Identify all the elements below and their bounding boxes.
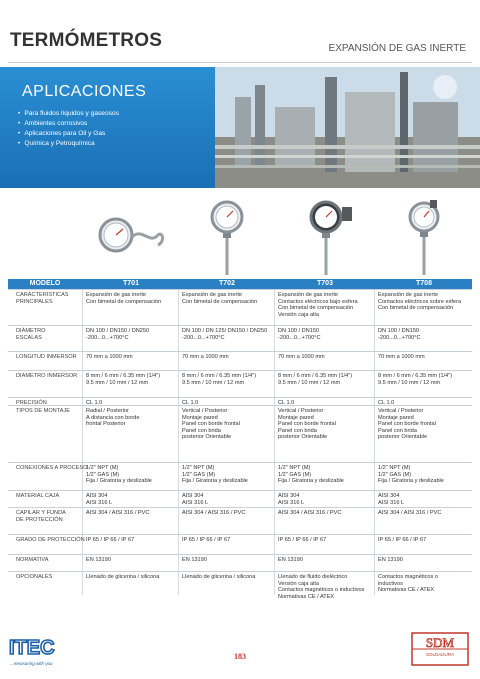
spec-cell-t708: EN 13190 xyxy=(378,557,403,563)
applications-panel xyxy=(0,67,215,188)
spec-cell-t708: Vertical / Posterior Montaje pared Panel con borde frontal Panel con brida posterior Orientable xyxy=(378,408,436,441)
spec-cell-t703: CL 1.0 xyxy=(278,400,295,406)
spec-cell-t703: Expansión de gas inerte Contactos eléctricos bajo esfera Con bimetal de compensación Versión caja alta xyxy=(278,292,358,318)
spec-cell-t701: AISI 304 AISI 316 L xyxy=(86,493,113,506)
thermometer-t702-image xyxy=(205,197,250,277)
column-header-t701: T701 xyxy=(123,280,139,287)
spec-table-row xyxy=(8,534,472,554)
spec-cell-t701: AISI 304 / AISI 316 / PVC xyxy=(86,510,150,516)
page-title: TERMÓMETROS xyxy=(10,30,163,51)
spec-cell-t702: IP 65 / IP 66 / IP 67 xyxy=(182,537,231,543)
spec-cell-t703: AISI 304 AISI 316 L xyxy=(278,493,305,506)
product-images xyxy=(0,197,480,279)
spec-cell-t702: Llenado de glicerina / silicona xyxy=(182,574,256,580)
itec-tagline: ...measuring with you xyxy=(10,661,53,666)
spec-cell-t701: IP 65 / IP 66 / IP 67 xyxy=(86,537,135,543)
thermometer-t708-image xyxy=(400,197,450,277)
spec-cell-t708: 8 mm / 6 mm / 6.35 mm (1/4") 9.5 mm / 10 mm / 12 mm xyxy=(378,373,453,386)
spec-cell-t702: 70 mm a 1000 mm xyxy=(182,354,229,360)
applications-item: • Para fluidos líquidos y gaseosos xyxy=(18,109,119,119)
column-header-t703: T703 xyxy=(317,280,333,287)
applications-title: APLICACIONES xyxy=(22,83,147,100)
column-header-t702: T702 xyxy=(219,280,235,287)
refinery-photo xyxy=(215,67,480,188)
spec-cell-t703: AISI 304 / AISI 316 / PVC xyxy=(278,510,342,516)
spec-cell-t708: CL 1.0 xyxy=(378,400,395,406)
spec-cell-t702: 8 mm / 6 mm / 6.35 mm (1/4") 9.5 mm / 10 mm / 12 mm xyxy=(182,373,257,386)
spec-row-label: MATERIAL CAJA xyxy=(16,493,60,499)
spec-table-row xyxy=(8,554,472,571)
spec-row-label: DIAMETRO INMERSOR xyxy=(16,373,78,379)
thermometer-t703-image xyxy=(300,197,360,277)
spec-table-row xyxy=(8,351,472,370)
sdm-logo-subtext: SOLDADURA xyxy=(425,652,455,657)
spec-cell-t708: AISI 304 / AISI 316 / PVC xyxy=(378,510,442,516)
itec-logo-text: ITEC xyxy=(9,637,55,659)
spec-cell-t708: Expansión de gas inerte Contactos eléctricos sobre esfera Con bimetal de compensación xyxy=(378,292,462,312)
spec-cell-t703: Llenado de fluido dieléctrico Versión caja alta Contactos magnéticos o inductivos Normativas CE / ATEX xyxy=(278,574,365,600)
table-header-row xyxy=(8,279,472,289)
spec-table-row xyxy=(8,405,472,462)
spec-cell-t702: 1/2" NPT (M) 1/2" GAS (M) Fija / Giratoria y deslizable xyxy=(182,465,248,485)
spec-table-row xyxy=(8,507,472,534)
spec-table-row xyxy=(8,289,472,325)
spec-cell-t703: 1/2" NPT (M) 1/2" GAS (M) Fija / Giratoria y deslizable xyxy=(278,465,344,485)
spec-row-label: PRECISIÓN xyxy=(16,400,47,406)
spec-table-row xyxy=(8,490,472,507)
spec-cell-t702: AISI 304 / AISI 316 / PVC xyxy=(182,510,246,516)
spec-cell-t708: IP 65 / IP 66 / IP 67 xyxy=(378,537,427,543)
spec-cell-t701: EN 13190 xyxy=(86,557,111,563)
applications-list xyxy=(18,109,119,149)
spec-cell-t702: Vertical / Posterior Montaje pared Panel con borde frontal Panel con brida posterior Orientable xyxy=(182,408,240,441)
spec-cell-t702: Expansión de gas inerte Con bimetal de compensación xyxy=(182,292,258,305)
spec-cell-t702: EN 13190 xyxy=(182,557,207,563)
spec-cell-t702: AISI 304 AISI 316 L xyxy=(182,493,209,506)
spec-row-label: NORMATIVA xyxy=(16,557,49,563)
spec-row-label: GRADO DE PROTECCIÓN xyxy=(16,537,85,543)
spec-table-row xyxy=(8,397,472,405)
applications-banner xyxy=(0,67,480,188)
spec-cell-t708: 70 mm a 1000 mm xyxy=(378,354,425,360)
spec-table-row xyxy=(8,325,472,351)
spec-row-label: OPCIONALES xyxy=(16,574,53,580)
spec-cell-t701: 70 mm a 1000 mm xyxy=(86,354,133,360)
spec-row-label: CAPILAR Y FUNDA DE PROTECCIÓN xyxy=(16,510,66,523)
spec-cell-t701: DN 100 / DN150 / DN250 -200...0...+700°C xyxy=(86,328,150,341)
spec-cell-t703: Vertical / Posterior Montaje pared Panel con borde frontal Panel con brida posterior Orientable xyxy=(278,408,336,441)
spec-row-label: CONEXIONES A PROCESO xyxy=(16,465,88,471)
page-number: 183 xyxy=(234,652,246,661)
spec-cell-t708: DN 100 / DN150 -200...0...+700°C xyxy=(378,328,421,341)
applications-item: • Química y Petroquímica xyxy=(18,139,119,149)
spec-cell-t703: IP 65 / IP 66 / IP 67 xyxy=(278,537,327,543)
spec-cell-t708: Contactos magnéticos o inductivos Normativas CE / ATEX xyxy=(378,574,439,594)
spec-cell-t703: 70 mm a 1000 mm xyxy=(278,354,325,360)
column-header-t708: T708 xyxy=(416,280,432,287)
spec-cell-t701: Radial / Posterior A distancia con borde frontal Posterior xyxy=(86,408,140,428)
spec-table-row xyxy=(8,571,472,600)
sdm-logo xyxy=(410,631,470,667)
spec-cell-t708: AISI 304 AISI 316 L xyxy=(378,493,405,506)
spec-cell-t701: Expansión de gas inerte Con bimetal de compensación xyxy=(86,292,162,305)
spec-row-label: LONGITUD INMERSOR xyxy=(16,354,77,360)
spec-cell-t708: 1/2" NPT (M) 1/2" GAS (M) Fija / Giratoria y deslizable xyxy=(378,465,444,485)
spec-cell-t701: Llenado de glicerina / silicona xyxy=(86,574,160,580)
applications-item: • Aplicaciones para Oil y Gas xyxy=(18,129,119,139)
spec-cell-t701: 8 mm / 6 mm / 6.35 mm (1/4") 9.5 mm / 10 mm / 12 mm xyxy=(86,373,161,386)
title-divider xyxy=(8,62,472,63)
spec-cell-t702: DN 100 / DN 125/ DN150 / DN250 -200...0...+700°C xyxy=(182,328,268,341)
spec-row-label: DIÁMETRO ESCALAS xyxy=(16,328,46,341)
spec-cell-t701: CL 1.0 xyxy=(86,400,103,406)
spec-cell-t701: 1/2" NPT (M) 1/2" GAS (M) Fija / Giratoria y deslizable xyxy=(86,465,152,485)
column-header-model: MODELO xyxy=(29,280,61,287)
spec-table-row xyxy=(8,462,472,490)
page-subtitle: EXPANSIÓN DE GAS INERTE xyxy=(328,43,466,54)
spec-table-row xyxy=(8,370,472,397)
refinery-illustration xyxy=(215,67,480,188)
thermometer-t701-image xyxy=(88,197,168,277)
spec-cell-t702: CL 1.0 xyxy=(182,400,199,406)
sdm-logo-text: SDM xyxy=(425,635,455,650)
spec-row-label: CARACTERÍSTICAS PRINCIPALES xyxy=(16,292,69,305)
spec-cell-t703: EN 13190 xyxy=(278,557,303,563)
spec-cell-t703: 8 mm / 6 mm / 6.35 mm (1/4") 9.5 mm / 10 mm / 12 mm xyxy=(278,373,353,386)
spec-row-label: TIPOS DE MONTAJE xyxy=(16,408,70,414)
spec-cell-t703: DN 100 / DN150 -200...0...+700°C xyxy=(278,328,321,341)
applications-item: • Ambientes corrosivos xyxy=(18,119,119,129)
